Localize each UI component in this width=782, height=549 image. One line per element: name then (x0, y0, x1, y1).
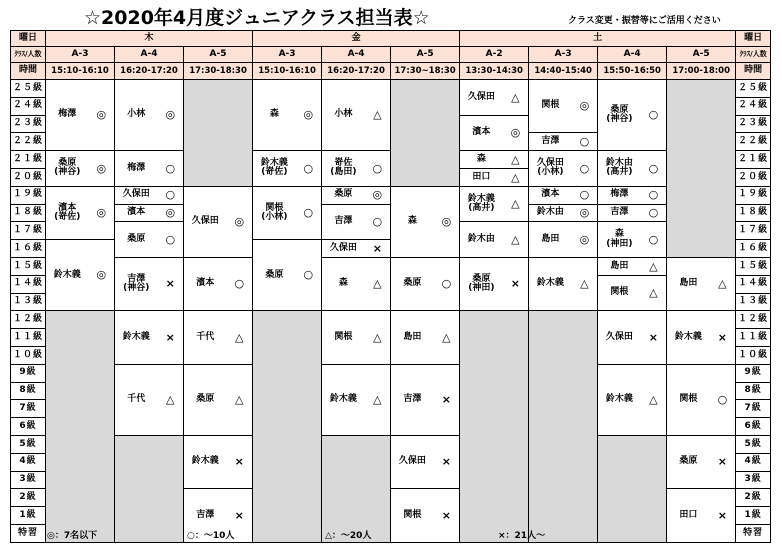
level-label: １０級 (11, 346, 46, 364)
no-class-cell (46, 311, 115, 542)
instructor-cell: 鈴木義 (667, 311, 710, 364)
level-label: １１級 (736, 329, 771, 347)
class-size-mark: × (434, 435, 460, 488)
level-label: 特習 (736, 524, 771, 542)
no-class-cell (253, 311, 322, 542)
instructor-cell: 島田 (667, 257, 710, 310)
instructor-cell: 鈴木由 (529, 204, 572, 222)
time-header: 17:00-18:00 (667, 63, 736, 80)
class-size-mark: ◎ (227, 186, 253, 257)
level-label: ２０級 (736, 168, 771, 186)
level-label: １８級 (11, 204, 46, 222)
level-row (11, 364, 771, 382)
instructor-cell: 濱本 (184, 257, 227, 310)
class-size-mark: ○ (365, 151, 391, 187)
instructor-cell: 濱本 (115, 204, 158, 222)
level-label: １９級 (11, 186, 46, 204)
instructor-cell: 吉澤 (391, 364, 434, 435)
class-header: A-4 (598, 47, 667, 63)
no-class-cell (391, 80, 460, 187)
class-size-mark: ○ (641, 151, 667, 187)
level-label: ２２級 (736, 133, 771, 151)
level-label: 6級 (11, 418, 46, 436)
instructor-cell: 桑原 (667, 435, 710, 488)
instructor-cell: 吉澤 (184, 489, 227, 542)
level-label: ２４級 (11, 97, 46, 115)
level-label: １３級 (736, 293, 771, 311)
class-size-mark: △ (503, 168, 529, 186)
class-size-mark: △ (434, 311, 460, 364)
instructor-cell: 鈴木義 (高井) (460, 186, 503, 222)
instructor-cell: 島田 (391, 311, 434, 364)
instructor-cell: 久保田 (115, 186, 158, 204)
no-class-cell (115, 435, 184, 542)
instructor-cell: 鈴木義 (598, 364, 641, 435)
legend-item: ○：～10人 (187, 531, 235, 541)
instructor-cell: 鈴木義 (46, 240, 89, 311)
class-size-mark: ◎ (365, 186, 391, 204)
level-label: １２級 (11, 311, 46, 329)
level-label: 1級 (736, 507, 771, 525)
class-size-mark: △ (503, 151, 529, 169)
instructor-cell: 関根 (小林) (253, 186, 296, 239)
instructor-cell: 久保田 (598, 311, 641, 364)
class-size-mark: ◎ (89, 151, 115, 187)
instructor-cell: 吉澤 (322, 204, 365, 240)
class-size-mark: △ (158, 364, 184, 435)
class-size-mark: × (434, 364, 460, 435)
level-row (11, 311, 771, 329)
instructor-cell: 関根 (598, 275, 641, 311)
class-size-mark: × (710, 489, 736, 542)
instructor-cell: 桑原 (253, 240, 296, 311)
level-label: 6級 (736, 418, 771, 436)
level-label: 2級 (736, 489, 771, 507)
level-label: 5級 (736, 435, 771, 453)
instructor-cell: 森 (460, 151, 503, 169)
instructor-cell: 濱本 (嵜佐) (46, 186, 89, 239)
class-header: A-2 (460, 47, 529, 63)
class-header: A-5 (391, 47, 460, 63)
class-size-mark: ◎ (89, 80, 115, 151)
class-size-mark: × (365, 240, 391, 258)
instructor-cell: 梅澤 (598, 186, 641, 204)
level-label: 3級 (11, 471, 46, 489)
level-label: 9級 (11, 364, 46, 382)
level-label: １９級 (736, 186, 771, 204)
instructor-cell: 桑原 (322, 186, 365, 204)
level-row (11, 80, 771, 98)
class-size-mark: ○ (641, 204, 667, 222)
class-size-mark: ○ (572, 186, 598, 204)
instructor-cell: 梅澤 (46, 80, 89, 151)
legend-item: ◎：7名以下 (47, 531, 98, 541)
page-title: ☆2020年4月度ジュニアクラス担当表☆ (84, 7, 430, 29)
class-size-mark: ◎ (434, 186, 460, 257)
class-size-mark: × (434, 489, 460, 542)
class-header: A-3 (529, 47, 598, 63)
class-size-mark: × (710, 311, 736, 364)
class-size-mark: × (641, 311, 667, 364)
level-label: １５級 (736, 257, 771, 275)
instructor-cell: 森 (253, 80, 296, 151)
level-label: 1級 (11, 507, 46, 525)
instructor-cell: 桑原 (神田) (460, 257, 503, 310)
class-size-mark: × (503, 257, 529, 310)
instructor-cell: 桑原 (184, 364, 227, 435)
time-label: 時間 (11, 63, 46, 80)
instructor-cell: 吉澤 (598, 204, 641, 222)
class-header: A-5 (667, 47, 736, 63)
instructor-cell: 鈴木義 (184, 435, 227, 488)
instructor-cell: 関根 (322, 311, 365, 364)
instructor-cell: 久保田 (460, 80, 503, 116)
instructor-cell: 鈴木義 (115, 311, 158, 364)
time-header: 13:30-14:30 (460, 63, 529, 80)
level-label: ２４級 (736, 97, 771, 115)
instructor-cell: 田口 (460, 168, 503, 186)
level-label: １２級 (736, 311, 771, 329)
level-label: 7級 (736, 400, 771, 418)
class-header: A-4 (322, 47, 391, 63)
instructor-cell: 島田 (598, 257, 641, 275)
instructor-cell: 久保田 (322, 240, 365, 258)
level-row (11, 435, 771, 453)
class-size-mark: ○ (710, 364, 736, 435)
class-size-mark: △ (710, 257, 736, 310)
instructor-cell: 鈴木義 (529, 257, 572, 310)
instructor-cell: 小林 (322, 80, 365, 151)
instructor-cell: 鈴木義 (322, 364, 365, 435)
level-label: １０級 (736, 346, 771, 364)
level-label: 8級 (11, 382, 46, 400)
class-size-mark: × (710, 435, 736, 488)
class-size-mark: ◎ (296, 80, 322, 151)
instructor-cell: 島田 (529, 222, 572, 258)
level-row (11, 186, 771, 204)
instructor-cell: 関根 (391, 489, 434, 542)
time-header: 15:10-16:10 (253, 63, 322, 80)
level-label: １４級 (736, 275, 771, 293)
no-class-cell (460, 311, 529, 542)
class-size-mark: × (158, 257, 184, 310)
instructor-cell: 森 (322, 257, 365, 310)
schedule-table (10, 30, 771, 543)
no-class-cell (184, 80, 253, 187)
level-label: １６級 (736, 240, 771, 258)
usage-note: クラス変更・振替等にご活用ください (568, 16, 721, 26)
instructor-cell: 嵜佐 (島田) (322, 151, 365, 187)
day-header: 金 (253, 31, 460, 47)
instructor-cell: 鈴木由 (460, 222, 503, 258)
level-label: 4級 (736, 453, 771, 471)
class-label: ｸﾗｽ/人数 (11, 47, 46, 63)
time-header: 15:10-16:10 (46, 63, 115, 80)
class-size-mark: ○ (434, 257, 460, 310)
level-label: ２５級 (736, 80, 771, 98)
class-size-mark: ◎ (572, 80, 598, 133)
time-header: 17:30~18:30 (391, 63, 460, 80)
class-size-mark: △ (641, 275, 667, 311)
legend-item: △：～20人 (325, 531, 372, 541)
no-class-cell (529, 311, 598, 542)
class-size-mark: ◎ (89, 240, 115, 311)
class-size-mark: ○ (296, 151, 322, 187)
time-header: 14:40-15:40 (529, 63, 598, 80)
class-size-mark: △ (641, 364, 667, 435)
class-size-mark: △ (227, 311, 253, 364)
level-label: 9級 (736, 364, 771, 382)
class-size-mark: △ (641, 257, 667, 275)
class-size-mark: ○ (572, 151, 598, 187)
no-class-cell (322, 435, 391, 542)
instructor-cell: 久保田 (391, 435, 434, 488)
class-size-mark: △ (503, 222, 529, 258)
level-label: 3級 (736, 471, 771, 489)
weekday-label: 曜日 (736, 31, 771, 47)
instructor-cell: 桑原 (神谷) (598, 80, 641, 151)
class-size-mark: △ (365, 311, 391, 364)
instructor-cell: 久保田 (小林) (529, 151, 572, 187)
class-size-mark: ○ (158, 151, 184, 187)
time-header: 16:20-17:20 (115, 63, 184, 80)
level-label: ２５級 (11, 80, 46, 98)
level-label: 2級 (11, 489, 46, 507)
time-label: 時間 (736, 63, 771, 80)
instructor-cell: 鈴木由 (高井) (598, 151, 641, 187)
level-label: ２３級 (11, 115, 46, 133)
class-size-mark: × (158, 311, 184, 364)
instructor-cell: 桑原 (115, 222, 158, 258)
time-header: 15:50-16:50 (598, 63, 667, 80)
class-size-mark: △ (365, 364, 391, 435)
level-label: ２１級 (736, 151, 771, 169)
class-size-mark: △ (365, 80, 391, 151)
class-size-mark: △ (503, 186, 529, 222)
class-size-mark: ◎ (572, 204, 598, 222)
class-header: A-4 (115, 47, 184, 63)
class-header: A-5 (184, 47, 253, 63)
level-label: 5級 (11, 435, 46, 453)
class-size-mark: ◎ (158, 80, 184, 151)
no-class-cell (667, 80, 736, 258)
class-size-mark: × (227, 489, 253, 542)
class-size-mark: ◎ (158, 204, 184, 222)
no-class-cell (598, 435, 667, 542)
weekday-label: 曜日 (11, 31, 46, 47)
class-size-mark: ○ (365, 204, 391, 240)
instructor-cell: 小林 (115, 80, 158, 151)
class-size-mark: ○ (572, 133, 598, 151)
class-size-mark: △ (572, 257, 598, 310)
class-size-mark: ○ (227, 257, 253, 310)
instructor-cell: 千代 (184, 311, 227, 364)
instructor-cell: 田口 (667, 489, 710, 542)
level-label: １５級 (11, 257, 46, 275)
level-label: １６級 (11, 240, 46, 258)
instructor-cell: 関根 (667, 364, 710, 435)
level-label: 7級 (11, 400, 46, 418)
instructor-cell: 鈴木義 (嵜佐) (253, 151, 296, 187)
class-size-mark: △ (503, 80, 529, 116)
level-label: １４級 (11, 275, 46, 293)
instructor-cell: 桑原 (神谷) (46, 151, 89, 187)
class-size-mark: ○ (158, 186, 184, 204)
day-header: 土 (460, 31, 736, 47)
instructor-cell: 千代 (115, 364, 158, 435)
level-label: １３級 (11, 293, 46, 311)
level-label: 4級 (11, 453, 46, 471)
instructor-cell: 関根 (529, 80, 572, 133)
instructor-cell: 桑原 (391, 257, 434, 310)
class-header: A-3 (46, 47, 115, 63)
level-label: 特習 (11, 524, 46, 542)
instructor-cell: 森 (神田) (598, 222, 641, 258)
class-size-mark: ◎ (503, 115, 529, 151)
level-label: ２１級 (11, 151, 46, 169)
class-size-mark: ○ (641, 80, 667, 151)
instructor-cell: 梅澤 (115, 151, 158, 187)
class-label: ｸﾗｽ/人数 (736, 47, 771, 63)
instructor-cell: 久保田 (184, 186, 227, 257)
level-row (11, 257, 771, 275)
class-size-mark: ◎ (572, 222, 598, 258)
class-size-mark: △ (365, 257, 391, 310)
instructor-cell: 吉澤 (神谷) (115, 257, 158, 310)
class-size-mark: ○ (641, 186, 667, 204)
level-label: ２３級 (736, 115, 771, 133)
class-size-mark: ○ (641, 222, 667, 258)
class-size-mark: ○ (296, 186, 322, 239)
class-size-mark: ◎ (89, 186, 115, 239)
level-label: １８級 (736, 204, 771, 222)
level-label: 8級 (736, 382, 771, 400)
level-label: １７級 (11, 222, 46, 240)
legend-item: ×：21人～ (498, 531, 546, 541)
class-size-mark: ○ (158, 222, 184, 258)
level-label: １７級 (736, 222, 771, 240)
time-header: 17:30-18:30 (184, 63, 253, 80)
time-header: 16:20-17:20 (322, 63, 391, 80)
legend (0, 528, 782, 544)
level-label: １１級 (11, 329, 46, 347)
level-label: ２２級 (11, 133, 46, 151)
instructor-cell: 吉澤 (529, 133, 572, 151)
instructor-cell: 濱本 (529, 186, 572, 204)
level-label: ２０級 (11, 168, 46, 186)
class-size-mark: × (227, 435, 253, 488)
instructor-cell: 森 (391, 186, 434, 257)
class-size-mark: △ (227, 364, 253, 435)
day-header: 木 (46, 31, 253, 47)
instructor-cell: 濱本 (460, 115, 503, 151)
class-size-mark: ○ (296, 240, 322, 311)
class-header: A-3 (253, 47, 322, 63)
